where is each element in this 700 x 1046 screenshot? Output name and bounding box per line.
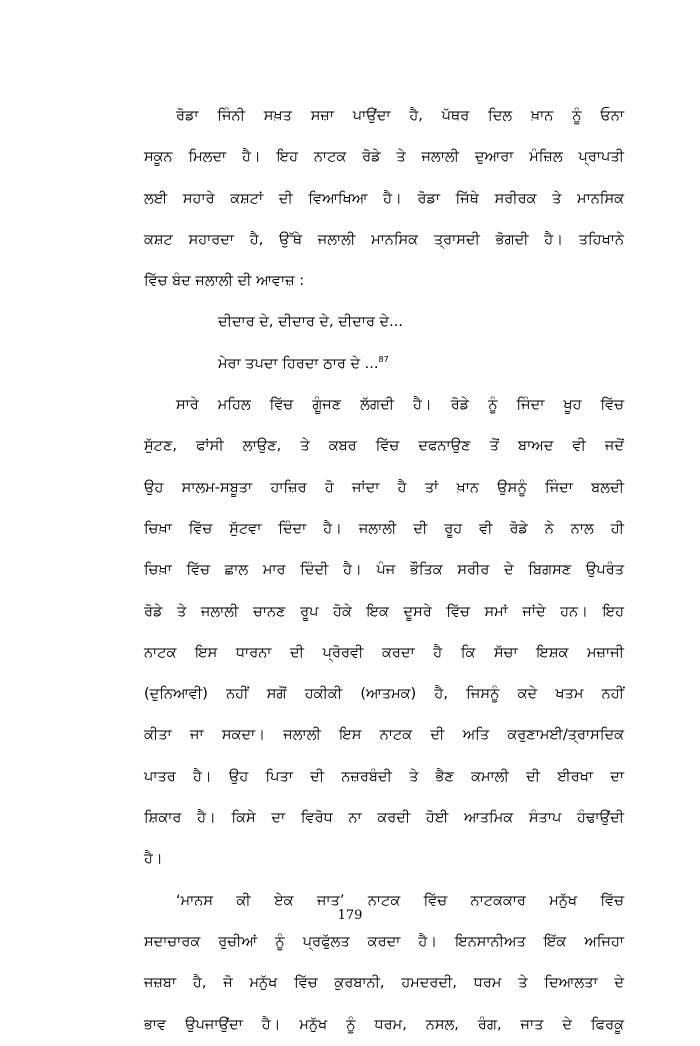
text-line: ਚਿਖ਼ਾ ਵਿੱਚ ਸੁੱਟਵਾ ਦਿੰਦਾ ਹੈ। ਜਲਾਲੀ ਦੀ ਰੂਹ ਵੀ ਰੋਡੇ ਨੇ ਨਾਲ ਹੀ	[144, 520, 624, 537]
text-line: ਜਜ਼ਬਾ ਹੈ, ਜੋ ਮਨੁੱਖ ਵਿੱਚ ਕੁਰਬਾਨੀ, ਹਮਦਰਦੀ, ਧਰਮ ਤੇ ਦਿਆਲਤਾ ਦੇ	[144, 975, 624, 992]
text-line: ਵਿੱਚ ਬੰਦ ਜਲਾਲੀ ਦੀ ਆਵਾਜ਼ :	[144, 273, 305, 290]
quote-line	[144, 344, 624, 385]
quote-text: ਮੇਰਾ ਤਪਦਾ ਹਿਰਦਾ ਠਾਰ ਦੇ ...	[218, 355, 379, 372]
text-line: ਸਕੂਨ ਮਿਲਦਾ ਹੈ। ਇਹ ਨਾਟਕ ਰੋਡੇ ਤੇ ਜਲਾਲੀ ਦੁਆਰਾ ਮੰਜ਼ਿਲ ਪ੍ਰਾਪਤੀ	[144, 149, 624, 166]
text-line: ਕੀਤਾ ਜਾ ਸਕਦਾ। ਜਲਾਲੀ ਇਸ ਨਾਟਕ ਦੀ ਅਤਿ ਕਰੁਣਾਮਈ/ਤ੍ਰਾਸਦਿਕ	[144, 727, 624, 744]
text-line: (ਦੁਨਿਆਵੀ) ਨਹੀਂ ਸਗੋਂ ਹਕੀਕੀ (ਆਤਮਕ) ਹੈ, ਜਿਸਨੂੰ ਕਦੇ ਖਤਮ ਨਹੀਂ	[144, 686, 624, 703]
text-line: ਸਦਾਚਾਰਕ ਰੁਚੀਆਂ ਨੂੰ ਪ੍ਰਫੁੱਲਤ ਕਰਦਾ ਹੈ। ਇਨਸਾਨੀਅਤ ਇੱਕ ਅਜਿਹਾ	[144, 933, 624, 950]
text-line: ਸੁੱਟਣ, ਫਾਂਸੀ ਲਾਉਣ, ਤੇ ਕਬਰ ਵਿੱਚ ਦਫਨਾਉਣ ਤੋਂ ਬਾਅਦ ਵੀ ਜਦੋਂ	[144, 438, 624, 455]
text-line: ‘ਮਾਨਸ ਕੀ ਏਕ ਜਾਤ’ ਨਾਟਕ ਵਿੱਚ ਨਾਟਕਕਾਰ ਮਨੁੱਖ ਵਿੱਚ	[176, 892, 624, 909]
text-line: ਰੋਡਾ ਜਿੰਨੀ ਸਖ਼ਤ ਸਜ਼ਾ ਪਾਉਂਦਾ ਹੈ, ਪੱਥਰ ਦਿਲ ਖ਼ਾਨ ਨੂੰ ਓਨਾ	[176, 108, 624, 124]
footnote-marker: 87	[378, 354, 389, 364]
text-line: ਸਾਰੇ ਮਹਿਲ ਵਿੱਚ ਗੂੰਜਣ ਲੱਗਦੀ ਹੈ। ਰੋਡੇ ਨੂੰ ਜਿੰਦਾ ਖੂਹ ਵਿੱਚ	[176, 397, 624, 414]
quote-line	[144, 302, 624, 343]
page-number: 179	[337, 908, 363, 923]
text-line: ਪਾਤਰ ਹੈ। ਉਹ ਪਿਤਾ ਦੀ ਨਜ਼ਰਬੰਦੀ ਤੇ ਭੈਣ ਕਮਾਲੀ ਦੀ ਈਰਖਾ ਦਾ	[144, 768, 624, 785]
text-line: ਰੋਡੇ ਤੇ ਜਲਾਲੀ ਚਾਨਣ ਰੂਪ ਹੋਕੇ ਇਕ ਦੂਸਰੇ ਵਿੱਚ ਸਮਾਂ ਜਾਂਦੇ ਹਨ। ਇਹ	[144, 603, 624, 620]
text-line: ਕਸ਼ਟ ਸਹਾਰਦਾ ਹੈ, ਉੱਥੇ ਜਲਾਲੀ ਮਾਨਸਿਕ ਤ੍ਰਾਸਦੀ ਭੋਗਦੀ ਹੈ। ਤਹਿਖਾਨੇ	[144, 231, 624, 248]
body-text	[144, 96, 624, 1046]
quote-text: ਦੀਦਾਰ ਦੇ, ਦੀਦਾਰ ਦੇ, ਦੀਦਾਰ ਦੇ...	[218, 314, 403, 331]
text-line: ਸ਼ਿਕਾਰ ਹੈ। ਕਿਸੇ ਦਾ ਵਿਰੋਧ ਨਾ ਕਰਦੀ ਹੋਈ ਆਤਮਿਕ ਸੰਤਾਪ ਹੰਢਾਉਂਦੀ	[144, 810, 624, 827]
text-line: ਉਹ ਸਾਲਮ-ਸਬੂਤਾ ਹਾਜ਼ਿਰ ਹੋ ਜਾਂਦਾ ਹੈ ਤਾਂ ਖ਼ਾਨ ਉਸਨੂੰ ਜਿੰਦਾ ਬਲਦੀ	[144, 479, 624, 496]
text-line: ਚਿਖ਼ਾ ਵਿੱਚ ਛਾਲ ਮਾਰ ਦਿੰਦੀ ਹੈ। ਪੰਜ ਭੌਤਿਕ ਸਰੀਰ ਦੇ ਬਿਗਸਣ ਉਪਰੰਤ	[144, 562, 624, 579]
text-line: ਹੈ।	[144, 851, 163, 868]
text-line: ਭਾਵ ਉਪਜਾਉਂਦਾ ਹੈ। ਮਨੁੱਖ ਨੂੰ ਧਰਮ, ਨਸਲ, ਰੰਗ, ਜਾਤ ਦੇ ਫਿਰਕੂ	[144, 1016, 624, 1033]
text-line: ਨਾਟਕ ਇਸ ਧਾਰਨਾ ਦੀ ਪ੍ਰੋਰਵੀ ਕਰਦਾ ਹੈ ਕਿ ਸੱਚਾ ਇਸ਼ਕ ਮਜ਼ਾਜੀ	[144, 644, 624, 661]
text-line: ਲਈ ਸਹਾਰੇ ਕਸ਼ਟਾਂ ਦੀ ਵਿਆਖਿਆ ਹੈ। ਰੋਡਾ ਜਿੱਥੇ ਸਰੀਰਕ ਤੇ ਮਾਨਸਿਕ	[144, 190, 624, 207]
